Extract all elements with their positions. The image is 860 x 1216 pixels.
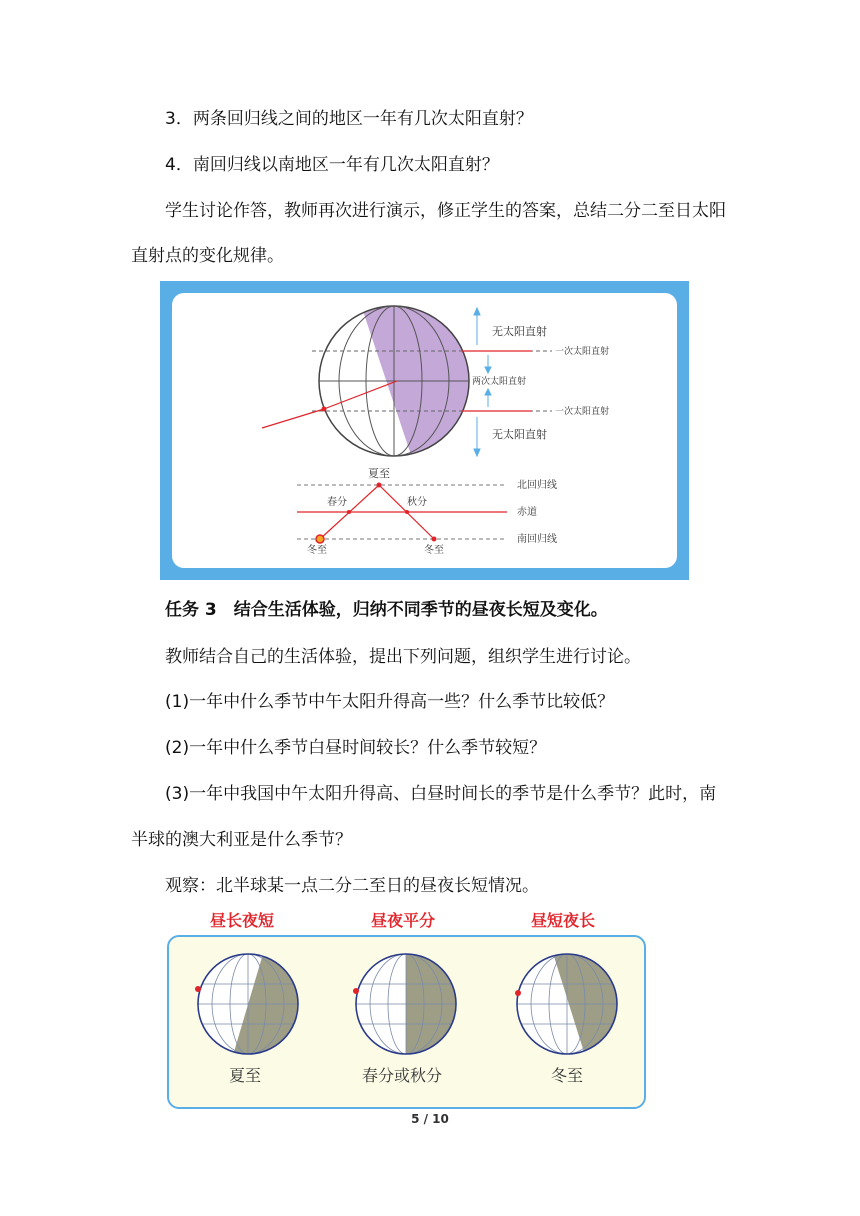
observer-point-summer xyxy=(195,986,201,992)
discussion-line-1: 学生讨论作答，教师再次进行演示，修正学生的答案，总结二分二至日太阳 xyxy=(165,201,726,221)
caption-equinox: 春分或秋分 xyxy=(362,1066,443,1085)
task-3-heading: 任务 3 结合生活体验，归纳不同季节的昼夜长短及变化。 xyxy=(165,600,608,620)
caption-winter: 冬至 xyxy=(551,1066,584,1085)
label-winter-right: 冬至 xyxy=(424,545,444,556)
direct-sunlight-figure-panel xyxy=(172,293,677,568)
sun-ray-line xyxy=(262,409,324,428)
label-once-bottom: 一次太阳直射 xyxy=(555,407,610,417)
label-tropic-cancer: 北回归线 xyxy=(517,480,557,491)
summer-point xyxy=(377,483,382,488)
winter-point-right xyxy=(432,537,437,542)
page-number: 5 / 10 xyxy=(411,1112,449,1126)
label-no-sun-bottom: 无太阳直射 xyxy=(492,428,547,441)
label-summer-solstice: 夏至 xyxy=(368,467,390,480)
direct-sunlight-diagram xyxy=(172,293,677,568)
question-p2: (2)一年中什么季节白昼时间较长？什么季节较短？ xyxy=(165,738,547,758)
label-equator: 赤道 xyxy=(517,507,537,518)
question-4: 4．南回归线以南地区一年有几次太阳直射？ xyxy=(165,155,499,175)
caption-summer: 夏至 xyxy=(229,1066,262,1085)
question-p3-line2: 半球的澳大利亚是什么季节？ xyxy=(131,830,352,850)
title-long-day: 昼长夜短 xyxy=(210,911,275,930)
direct-sunlight-figure xyxy=(160,281,689,580)
globe-summer xyxy=(195,947,309,1062)
label-spring-equinox: 春分 xyxy=(327,497,347,508)
label-tropic-capricorn: 南回归线 xyxy=(517,534,557,545)
spring-point xyxy=(347,510,351,514)
question-p3-line1: (3)一年中我国中午太阳升得高、白昼时间长的季节是什么季节？此时，南 xyxy=(165,784,717,804)
sun-ray-to-center xyxy=(324,381,397,409)
observer-point-winter xyxy=(515,990,521,996)
autumn-point xyxy=(405,510,409,514)
question-p1: (1)一年中什么季节中午太阳升得高一些？什么季节比较低？ xyxy=(165,692,615,712)
label-winter-left: 冬至 xyxy=(307,545,327,556)
label-no-sun-top: 无太阳直射 xyxy=(492,325,547,338)
direct-point-dot xyxy=(322,407,327,412)
teacher-line: 教师结合自己的生活体验，提出下列问题，组织学生进行讨论。 xyxy=(165,647,641,667)
observe-line: 观察：北半球某一点二分二至日的昼夜长短情况。 xyxy=(165,876,539,896)
globe-equinox xyxy=(353,947,466,1067)
discussion-line-2: 直射点的变化规律。 xyxy=(131,246,284,266)
label-once-top: 一次太阳直射 xyxy=(555,347,610,357)
label-twice: 两次太阳直射 xyxy=(472,377,527,387)
title-short-day: 昼短夜长 xyxy=(531,911,596,930)
label-autumn-equinox: 秋分 xyxy=(407,497,427,508)
globe-winter xyxy=(509,947,629,1062)
observer-point-equinox xyxy=(353,988,359,994)
title-equal-day: 昼夜平分 xyxy=(371,911,436,930)
question-3: 3．两条回归线之间的地区一年有几次太阳直射？ xyxy=(165,109,533,129)
winter-point-left xyxy=(316,535,324,543)
